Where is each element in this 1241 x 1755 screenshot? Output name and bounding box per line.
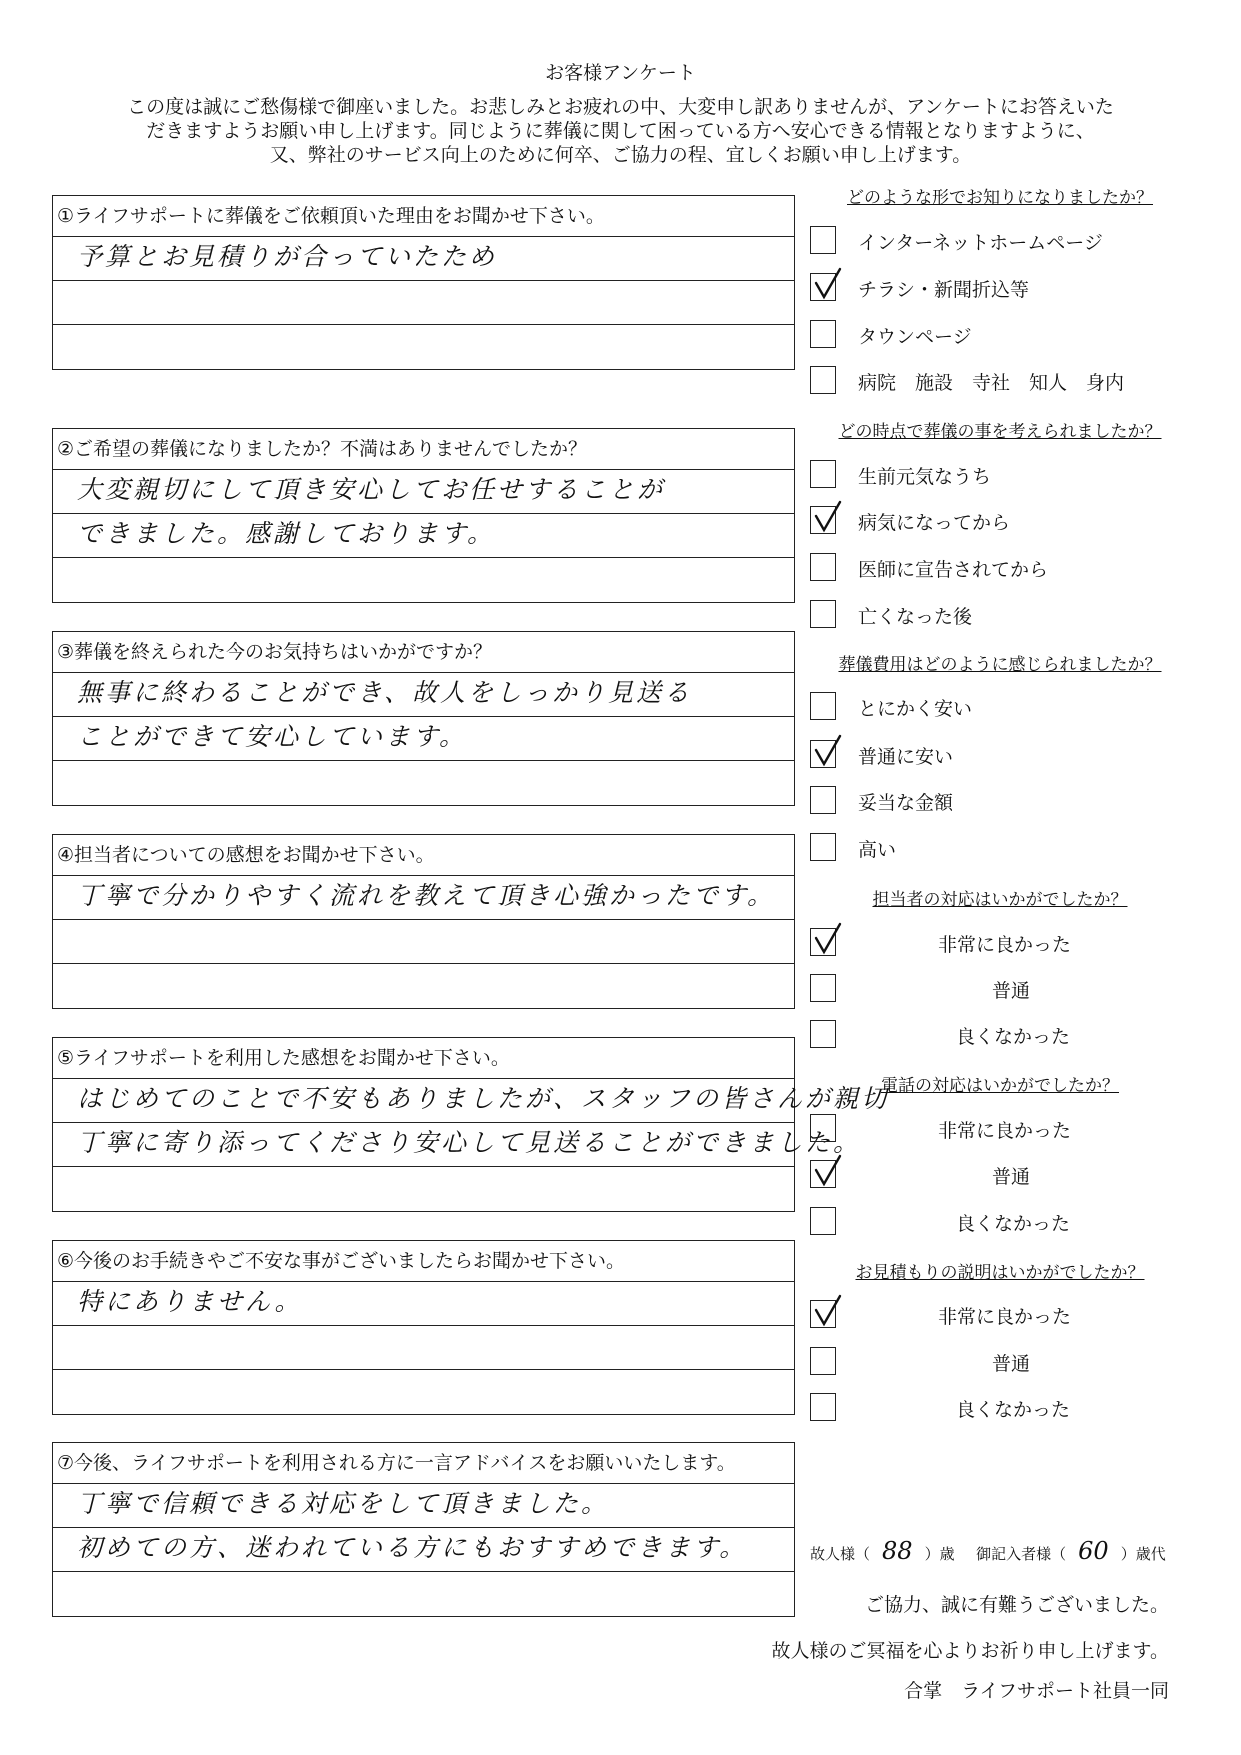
- option[interactable]: [810, 1114, 1200, 1144]
- option[interactable]: [810, 1160, 1200, 1190]
- question-box-2: [52, 428, 795, 603]
- question-box-7: [52, 1442, 795, 1617]
- checkbox[interactable]: [810, 1207, 836, 1235]
- option[interactable]: [810, 692, 1200, 722]
- answer-line[interactable]: [53, 1326, 794, 1370]
- option-label: 病気になってから: [858, 512, 1011, 534]
- answer-line[interactable]: [53, 558, 794, 602]
- checkbox[interactable]: [810, 786, 836, 814]
- option-label: 良くなかった: [956, 1213, 1071, 1235]
- answer-line[interactable]: 特にありません。: [53, 1282, 794, 1326]
- question-label: ②ご希望の葬儀になりましたか？不満はありませんでしたか？: [53, 429, 794, 470]
- option[interactable]: [810, 833, 1200, 863]
- option-label: 非常に良かった: [938, 934, 1072, 956]
- checkbox[interactable]: [810, 833, 836, 861]
- checkbox[interactable]: [810, 366, 836, 394]
- question-box-3: [52, 631, 795, 806]
- option-label: 亡くなった後: [858, 606, 973, 628]
- answer-line[interactable]: [53, 1572, 794, 1616]
- option[interactable]: [810, 226, 1200, 256]
- checkbox[interactable]: [810, 1393, 836, 1421]
- writer-age-label: 御記入者様（: [976, 1545, 1067, 1563]
- answer-line[interactable]: 丁寧で信頼できる対応をして頂きました。: [53, 1484, 794, 1528]
- option-label: 良くなかった: [956, 1399, 1071, 1421]
- option-label: 非常に良かった: [938, 1120, 1072, 1142]
- checkbox[interactable]: [810, 460, 836, 488]
- intro-line: 又、弊社のサービス向上のために何卒、ご協力の程、宜しくお願い申し上げます。: [269, 144, 972, 166]
- checkbox[interactable]: [810, 553, 836, 581]
- intro-line: この度は誠にご愁傷様で御座いました。お悲しみとお疲れの中、大変申し訳ありませんが、アンケートにお答えいた: [127, 96, 1114, 118]
- check-mark-icon: [812, 500, 842, 534]
- option-label: タウンページ: [858, 326, 972, 348]
- answer-line[interactable]: はじめてのことで不安もありましたが、スタッフの皆さんが親切: [53, 1079, 794, 1123]
- option-label: 医師に宣告されてから: [858, 559, 1049, 581]
- intro-text: [40, 95, 1201, 167]
- option-label: 普通に安い: [858, 746, 954, 768]
- answer-line[interactable]: [53, 325, 794, 369]
- answer-line[interactable]: 丁寧に寄り添ってくださり安心して見送ることができました。: [53, 1123, 794, 1167]
- option[interactable]: [810, 974, 1200, 1004]
- section-title: どのような形でお知りになりましたか？: [847, 188, 1153, 208]
- option-label: 普通: [992, 1166, 1031, 1188]
- option-label: 高い: [858, 839, 897, 861]
- answer-line[interactable]: [53, 761, 794, 805]
- option[interactable]: [810, 1020, 1200, 1050]
- option[interactable]: [810, 1300, 1200, 1330]
- section-title: どの時点で葬儀の事を考えられましたか？: [838, 422, 1162, 442]
- checkbox[interactable]: [810, 1347, 836, 1375]
- answer-line[interactable]: ことができて安心しています。: [53, 717, 794, 761]
- answer-line[interactable]: 初めての方、迷われている方にもおすすめできます。: [53, 1528, 794, 1572]
- answer-line[interactable]: [53, 281, 794, 325]
- option-label: 病院 施設 寺社 知人 身内: [858, 372, 1125, 394]
- deceased-age-field[interactable]: 88: [882, 1537, 913, 1565]
- option[interactable]: [810, 460, 1200, 490]
- answer-line[interactable]: 無事に終わることができ、故人をしっかり見送る: [53, 673, 794, 717]
- option[interactable]: [810, 1207, 1200, 1237]
- option[interactable]: [810, 553, 1200, 583]
- question-box-1: [52, 195, 795, 370]
- answer-line[interactable]: [53, 920, 794, 964]
- checkbox[interactable]: [810, 320, 836, 348]
- condolence-message: 故人様のご冥福を心よりお祈り申し上げます。: [771, 1640, 1169, 1662]
- intro-line: だきますようお願い申し上げます。同じように葬儀に関して困っている方へ安心できる情報となりますように、: [146, 120, 1095, 142]
- answer-line[interactable]: 予算とお見積りが合っていたため: [53, 237, 794, 281]
- check-mark-icon: [812, 267, 842, 301]
- thanks-message: ご協力、誠に有難うございました。: [864, 1594, 1169, 1616]
- option-label: とにかく安い: [858, 698, 973, 720]
- option[interactable]: [810, 1347, 1200, 1377]
- option-label: 普通: [992, 1353, 1031, 1375]
- deceased-age-unit: ）歳: [924, 1545, 955, 1563]
- option-label: 良くなかった: [956, 1026, 1071, 1048]
- checkbox[interactable]: [810, 692, 836, 720]
- checkbox[interactable]: [810, 1114, 836, 1142]
- answer-line[interactable]: [53, 1167, 794, 1211]
- option-label: 非常に良かった: [938, 1306, 1072, 1328]
- writer-age-field[interactable]: 60: [1078, 1537, 1109, 1565]
- option[interactable]: [810, 366, 1200, 396]
- option[interactable]: [810, 928, 1200, 958]
- question-label: ⑦今後、ライフサポートを利用される方に一言アドバイスをお願いいたします。: [53, 1443, 794, 1484]
- deceased-age-label: 故人様（: [810, 1545, 871, 1563]
- question-label: ①ライフサポートに葬儀をご依頼頂いた理由をお聞かせ下さい。: [53, 196, 794, 237]
- checkbox[interactable]: [810, 1020, 836, 1048]
- option[interactable]: [810, 740, 1200, 770]
- checkbox[interactable]: [810, 600, 836, 628]
- check-mark-icon: [812, 922, 842, 956]
- page-title: お客様アンケート: [545, 62, 696, 84]
- question-label: ④担当者についての感想をお聞かせ下さい。: [53, 835, 794, 876]
- checkbox[interactable]: [810, 226, 836, 254]
- option[interactable]: [810, 786, 1200, 816]
- answer-line[interactable]: [53, 1370, 794, 1414]
- option-label: チラシ・新聞折込等: [858, 279, 1030, 301]
- check-mark-icon: [812, 1294, 842, 1328]
- option[interactable]: [810, 320, 1200, 350]
- option[interactable]: [810, 1393, 1200, 1423]
- question-box-6: [52, 1240, 795, 1415]
- answer-line[interactable]: 大変親切にして頂き安心してお任せすることが: [53, 470, 794, 514]
- option[interactable]: [810, 506, 1200, 536]
- section-title: 葬儀費用はどのように感じられましたか？: [838, 655, 1162, 675]
- check-mark-icon: [812, 1154, 842, 1188]
- question-label: ③葬儀を終えられた今のお気持ちはいかがですか？: [53, 632, 794, 673]
- option[interactable]: [810, 273, 1200, 303]
- option[interactable]: [810, 600, 1200, 630]
- option-label: インターネットホームページ: [858, 232, 1103, 254]
- signature: 合掌 ライフサポート社員一同: [904, 1680, 1169, 1702]
- answer-line[interactable]: 丁寧で分かりやすく流れを教えて頂き心強かったです。: [53, 876, 794, 920]
- section-title: 担当者の対応はいかがでしたか？: [872, 890, 1128, 910]
- section-title: 電話の対応はいかがでしたか？: [881, 1076, 1119, 1096]
- writer-age-unit: ）歳代: [1120, 1545, 1166, 1563]
- answer-line[interactable]: できました。感謝しております。: [53, 514, 794, 558]
- question-label: ⑤ライフサポートを利用した感想をお聞かせ下さい。: [53, 1038, 794, 1079]
- option-label: 普通: [992, 980, 1031, 1002]
- answer-line[interactable]: [53, 964, 794, 1008]
- checkbox[interactable]: [810, 974, 836, 1002]
- question-box-4: [52, 834, 795, 1009]
- age-fields: [810, 1537, 1166, 1565]
- option-label: 生前元気なうち: [858, 466, 992, 488]
- question-box-5: [52, 1037, 890, 1212]
- option-label: 妥当な金額: [858, 792, 954, 814]
- check-mark-icon: [812, 734, 842, 768]
- section-title: お見積もりの説明はいかがでしたか？: [855, 1263, 1145, 1283]
- question-label: ⑥今後のお手続きやご不安な事がございましたらお聞かせ下さい。: [53, 1241, 794, 1282]
